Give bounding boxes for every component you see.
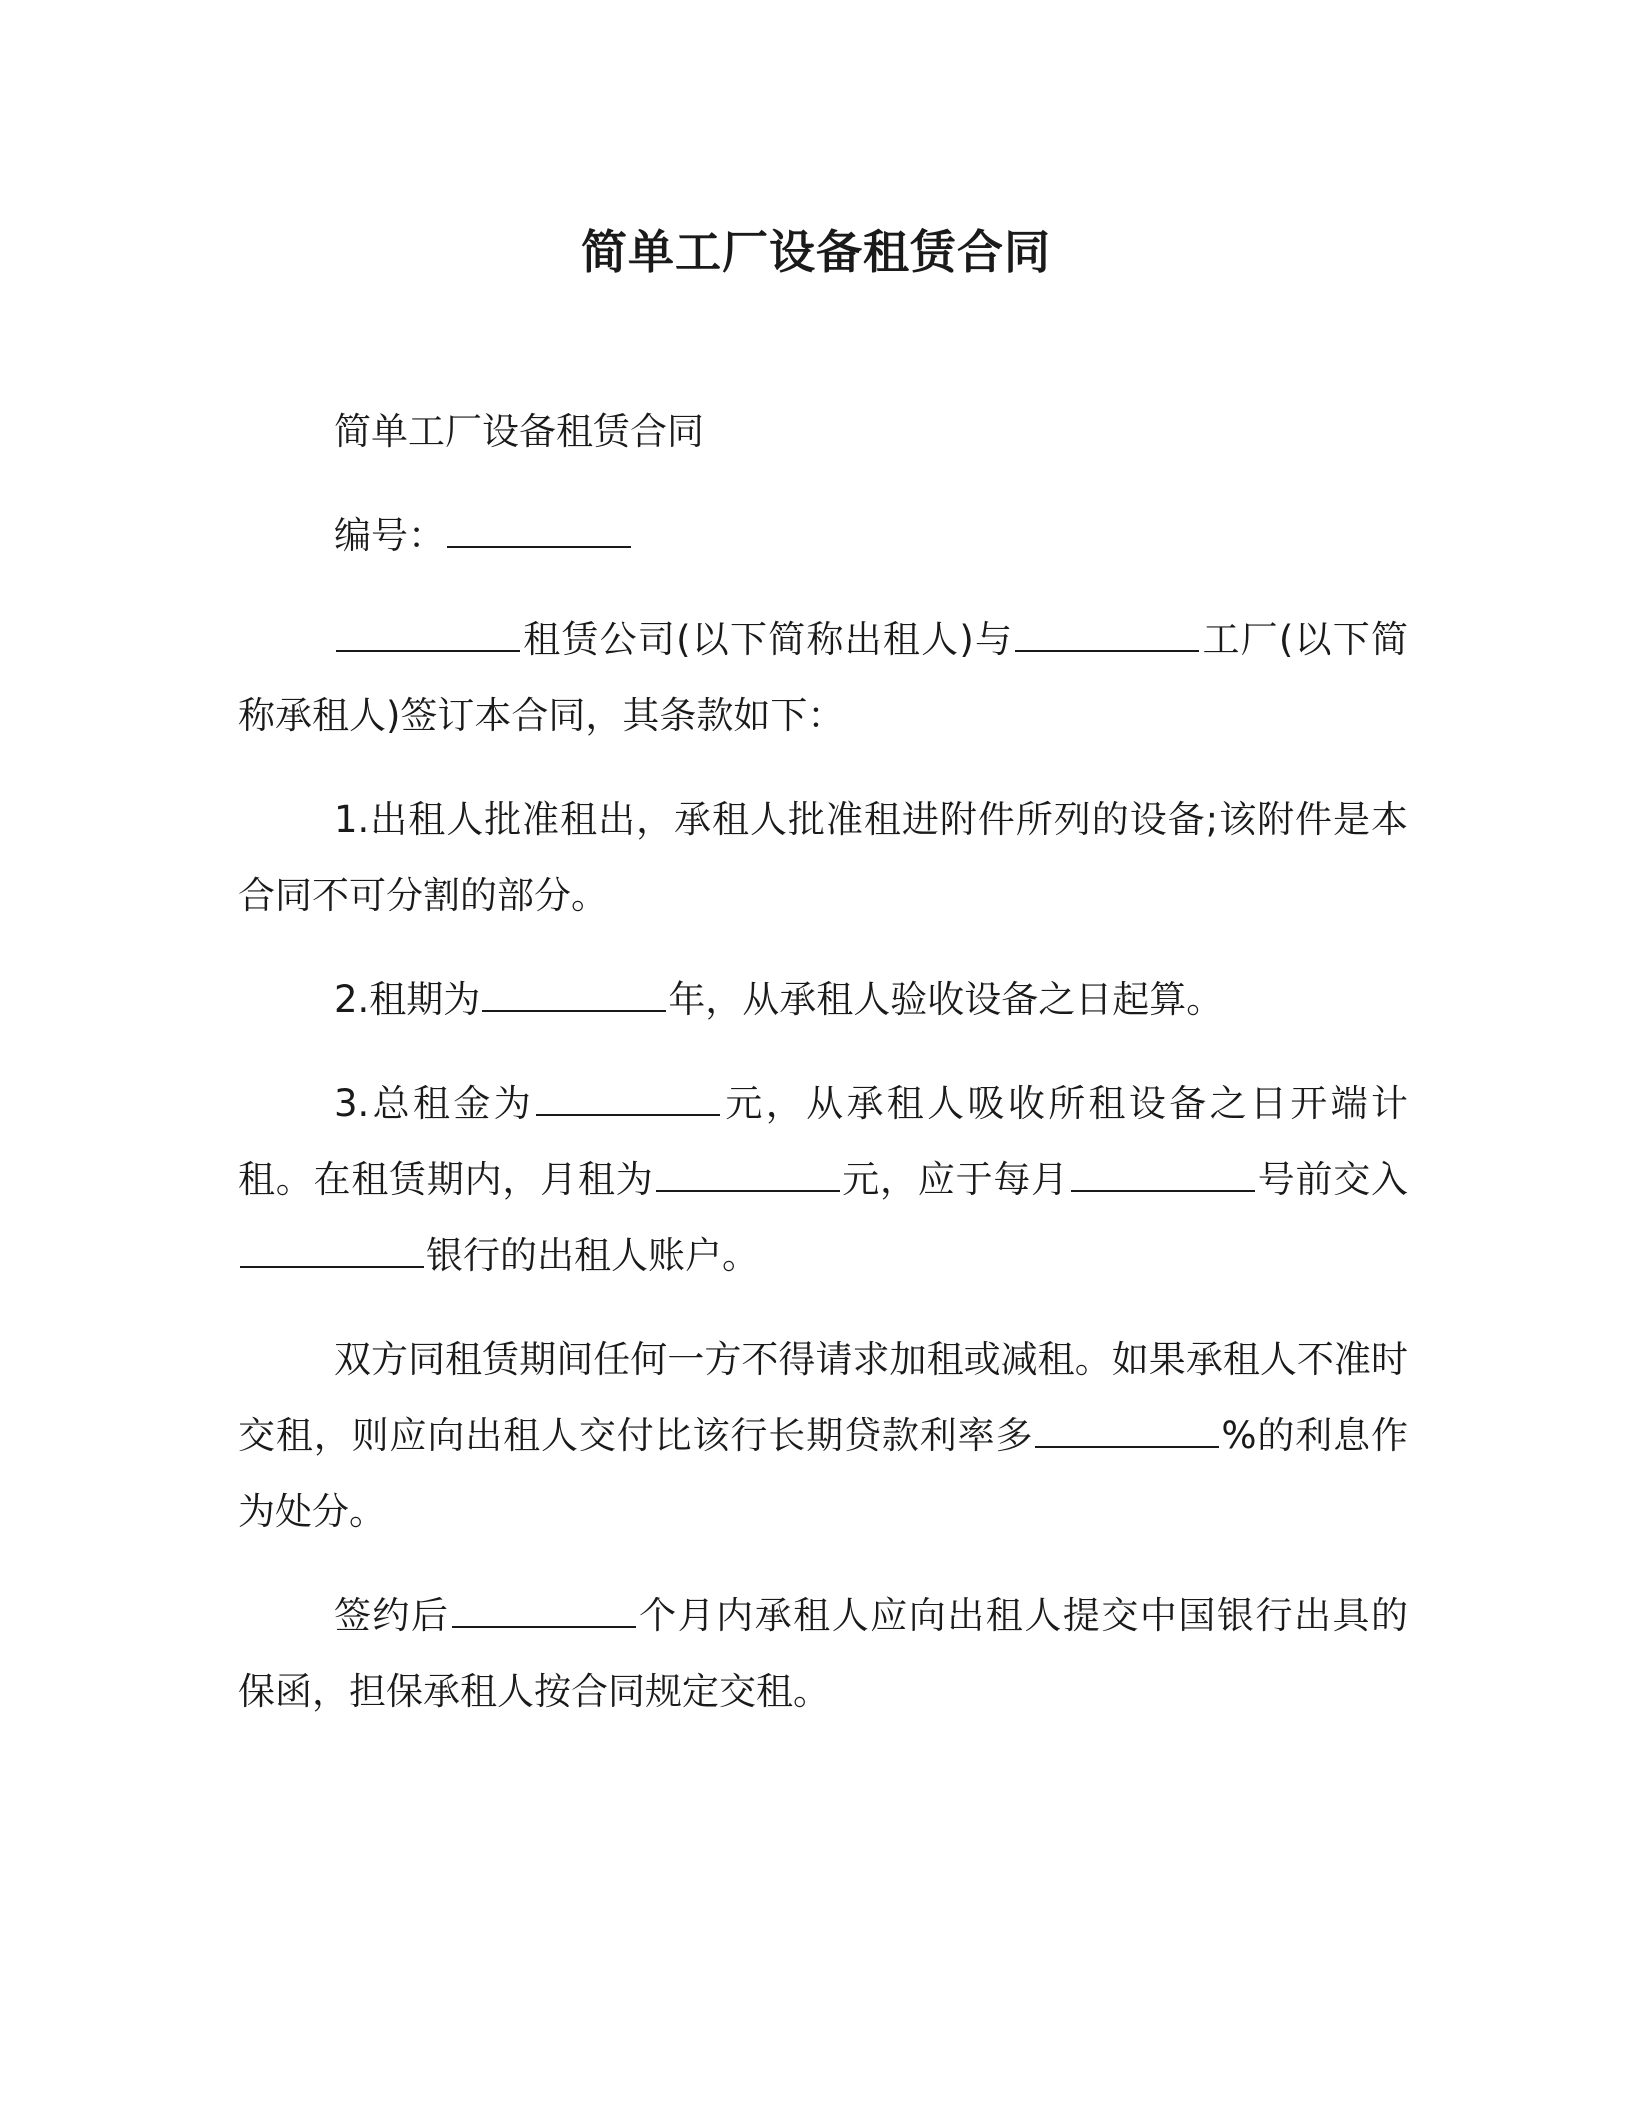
bank-blank <box>240 1226 424 1268</box>
parties-text-1: 租赁公司(以下简称出租人)与 <box>522 618 1014 661</box>
number-label: 编号： <box>334 514 445 557</box>
clause-4 <box>238 1322 1408 1550</box>
clause-5-text-1: 签约后 <box>334 1594 450 1637</box>
term-years-blank <box>482 970 666 1012</box>
clause-1 <box>238 782 1408 934</box>
clause-2 <box>238 962 1408 1038</box>
clause-5 <box>238 1578 1408 1730</box>
lessor-blank <box>336 610 520 652</box>
due-day-blank <box>1071 1150 1255 1192</box>
interest-rate-blank <box>1035 1406 1219 1448</box>
monthly-rent-blank <box>656 1150 840 1192</box>
clause-3-text-3: 元，应于每月 <box>841 1158 1069 1201</box>
parties-paragraph <box>238 602 1408 754</box>
clause-4-text-1: 双方同租赁期间任何一方不得请求加租或减租。如果承租人不准时交租，则应向出租人交付比该行长期贷款利率多 <box>238 1338 1408 1457</box>
clause-5-text-2: 个月内承租人应向出租人提交中国银行出具的保函，担保承租人按合同规定交租。 <box>238 1594 1409 1713</box>
lessee-blank <box>1015 610 1199 652</box>
clause-3-text-1: 3.总租金为 <box>334 1082 535 1125</box>
clause-1-text: 1.出租人批准租出，承租人批准租进附件所列的设备;该附件是本合同不可分割的部分。 <box>238 798 1408 917</box>
clause-3-text-2: 元，从承租人吸收所租设备之日开端计租。在租赁期内，月租为 <box>238 1082 1409 1201</box>
contract-number <box>238 498 1408 574</box>
clause-3 <box>238 1066 1408 1294</box>
parties-text-2: 工厂(以下简称承租人)签订本合同，其条款如下： <box>238 618 1408 737</box>
clause-3-text-5: 银行的出租人账户。 <box>426 1234 759 1277</box>
document-title: 简单工厂设备租赁合同 <box>581 225 1051 279</box>
clause-2-text-2: 年，从承租人验收设备之日起算。 <box>668 978 1224 1021</box>
subtitle-text: 简单工厂设备租赁合同 <box>334 410 704 453</box>
document-subtitle <box>238 394 1408 470</box>
total-rent-blank <box>536 1074 720 1116</box>
clause-2-text-1: 2.租期为 <box>334 978 481 1021</box>
months-blank <box>452 1586 636 1628</box>
document-body <box>238 394 1408 1758</box>
clause-3-text-4: 号前交入 <box>1256 1158 1409 1201</box>
number-blank <box>447 506 631 548</box>
clause-4-text-2: %的利息作为处分。 <box>238 1414 1408 1533</box>
